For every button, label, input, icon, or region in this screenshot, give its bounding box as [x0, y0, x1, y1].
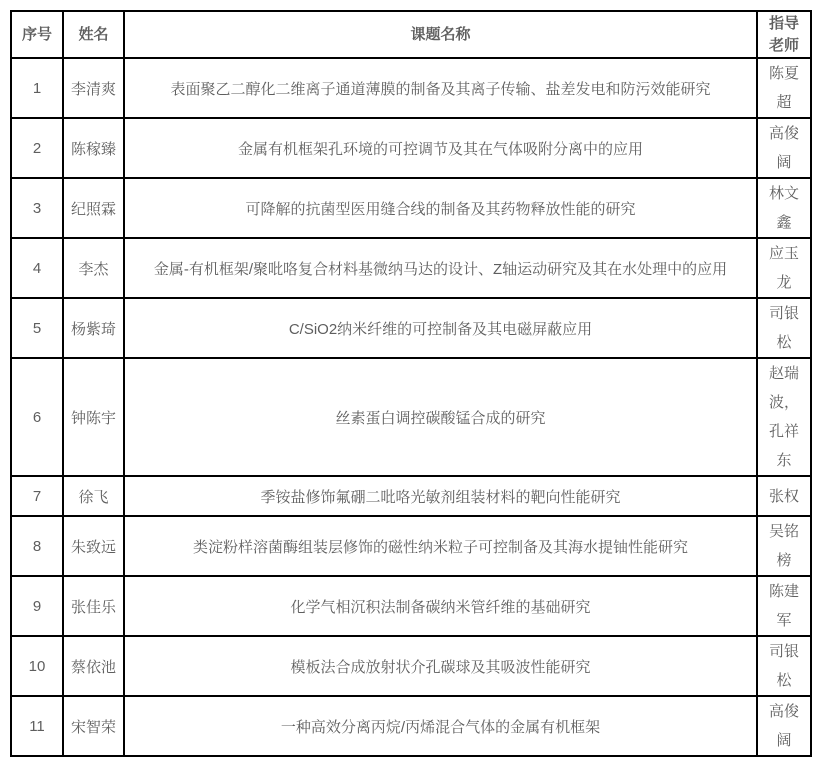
topic-title-cell: 丝素蛋白调控碳酸锰合成的研究: [124, 358, 757, 476]
topic-title-cell: 类淀粉样溶菌酶组装层修饰的磁性纳米粒子可控制备及其海水提铀性能研究: [124, 516, 757, 576]
advisor-name-cell: 吴铭榜: [757, 516, 811, 576]
advisor-name-cell: 司银松: [757, 298, 811, 358]
topic-title-cell: 一种高效分离丙烷/丙烯混合气体的金属有机框架: [124, 696, 757, 756]
advisor-name-cell: 张权: [757, 476, 811, 516]
student-name-cell: 李杰: [63, 238, 124, 298]
topic-title-cell: 金属有机框架孔环境的可控调节及其在气体吸附分离中的应用: [124, 118, 757, 178]
table-row: [11, 298, 811, 358]
advisor-name-cell: 司银松: [757, 636, 811, 696]
row-number-cell: 1: [11, 58, 63, 118]
topic-title-cell: 金属-有机框架/聚吡咯复合材料基微纳马达的设计、Z轴运动研究及其在水处理中的应用: [124, 238, 757, 298]
student-name-cell: 钟陈宇: [63, 358, 124, 476]
topic-title-cell: 季铵盐修饰氟硼二吡咯光敏剂组装材料的靶向性能研究: [124, 476, 757, 516]
header-advisor: 指导老师: [757, 11, 811, 58]
row-number-cell: 8: [11, 516, 63, 576]
topic-title-cell: 可降解的抗菌型医用缝合线的制备及其药物释放性能的研究: [124, 178, 757, 238]
row-number-cell: 4: [11, 238, 63, 298]
row-number-cell: 10: [11, 636, 63, 696]
table-row: [11, 358, 811, 476]
topic-title-cell: C/SiO2纳米纤维的可控制备及其电磁屏蔽应用: [124, 298, 757, 358]
advisor-name-cell: 林文鑫: [757, 178, 811, 238]
row-number-cell: 11: [11, 696, 63, 756]
research-topics-table: [10, 10, 812, 757]
advisor-name-cell: 赵瑞波，孔祥东: [757, 358, 811, 476]
student-name-cell: 蔡依池: [63, 636, 124, 696]
student-name-cell: 纪照霖: [63, 178, 124, 238]
row-number-cell: 9: [11, 576, 63, 636]
row-number-cell: 5: [11, 298, 63, 358]
table-row: [11, 696, 811, 756]
advisor-name-cell: 陈建军: [757, 576, 811, 636]
header-no: 序号: [11, 11, 63, 58]
topic-title-cell: 模板法合成放射状介孔碳球及其吸波性能研究: [124, 636, 757, 696]
table-row: [11, 636, 811, 696]
student-name-cell: 李清爽: [63, 58, 124, 118]
topic-title-cell: 表面聚乙二醇化二维离子通道薄膜的制备及其离子传输、盐差发电和防污效能研究: [124, 58, 757, 118]
advisor-name-cell: 陈夏超: [757, 58, 811, 118]
student-name-cell: 朱致远: [63, 516, 124, 576]
header-name: 姓名: [63, 11, 124, 58]
row-number-cell: 2: [11, 118, 63, 178]
row-number-cell: 7: [11, 476, 63, 516]
student-name-cell: 张佳乐: [63, 576, 124, 636]
student-name-cell: 宋智荣: [63, 696, 124, 756]
topic-title-cell: 化学气相沉积法制备碳纳米管纤维的基础研究: [124, 576, 757, 636]
student-name-cell: 陈稼臻: [63, 118, 124, 178]
advisor-name-cell: 应玉龙: [757, 238, 811, 298]
header-row: [11, 11, 811, 58]
row-number-cell: 6: [11, 358, 63, 476]
row-number-cell: 3: [11, 178, 63, 238]
student-name-cell: 徐飞: [63, 476, 124, 516]
advisor-name-cell: 高俊阔: [757, 118, 811, 178]
header-topic: 课题名称: [124, 11, 757, 58]
table-row: [11, 576, 811, 636]
advisor-name-cell: 高俊阔: [757, 696, 811, 756]
table-row: [11, 238, 811, 298]
table-row: [11, 58, 811, 118]
table-row: [11, 476, 811, 516]
student-name-cell: 杨紫琦: [63, 298, 124, 358]
table-row: [11, 178, 811, 238]
table-body: [11, 58, 811, 756]
table-row: [11, 516, 811, 576]
table-row: [11, 118, 811, 178]
